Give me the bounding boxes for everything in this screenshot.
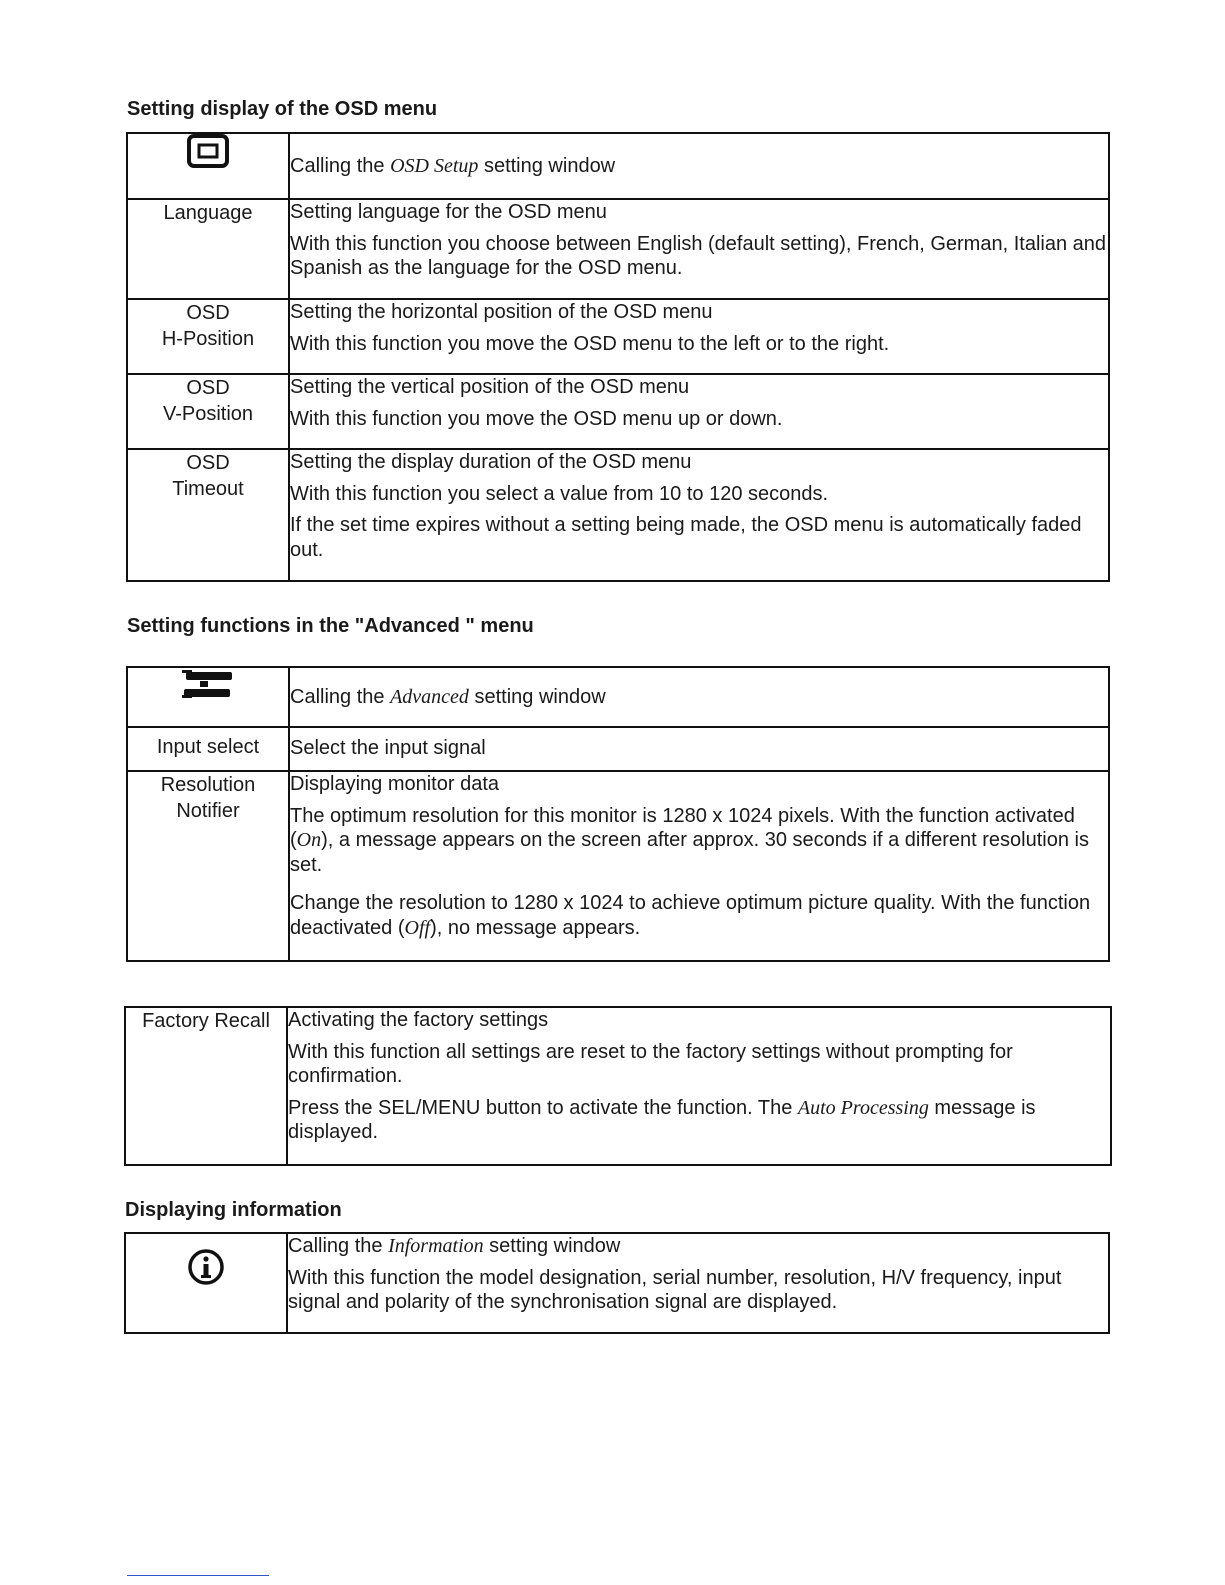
text-run: Press the SEL/MENU button to activate the function. The (288, 1096, 798, 1119)
row-label (127, 199, 289, 299)
section-heading-osd-setup: Setting display of the OSD menu (127, 98, 438, 120)
description-title: Setting the horizontal position of the OSD menu (290, 301, 713, 323)
row-label (127, 727, 289, 771)
description-title: Displaying monitor data (290, 773, 499, 795)
label-line: Timeout (172, 478, 244, 500)
label-line: Notifier (176, 800, 240, 822)
table-row (127, 727, 1109, 771)
text-run: Calling the (288, 1235, 389, 1257)
information-icon (187, 1248, 225, 1286)
label-line: OSD (186, 302, 230, 324)
description-text: With this function you move the OSD menu to the left or to the right. (290, 332, 890, 355)
table-header-row (127, 667, 1109, 727)
text-run: Change the resolution to 1280 x 1024 to achieve optimum picture quality. With the function deactivated ( (290, 892, 1091, 939)
description-text (288, 1096, 1110, 1145)
description-text: With this function the model designation, serial number, resolution, H/V frequency, input signal and polarity of the synchronisation signal are displayed. (288, 1266, 1062, 1313)
label-line: Resolution (160, 774, 256, 796)
header-text-post: setting window (478, 154, 616, 177)
section-heading-advanced: Setting functions in the "Advanced " menu (127, 615, 534, 637)
label-line: OSD (186, 377, 230, 399)
table-header-row (127, 133, 1109, 199)
description-text: If the set time expires without a setting being made, the OSD menu is automatically faded out. (290, 514, 1082, 561)
osd-setup-table (126, 132, 1110, 582)
row-description (287, 1007, 1111, 1165)
description-title: Setting the vertical position of the OSD menu (290, 376, 690, 398)
row-description (289, 727, 1109, 771)
row-description (289, 449, 1109, 581)
label-line: Language (163, 202, 253, 224)
table-row (125, 1233, 1109, 1333)
text-run: setting window (483, 1235, 621, 1257)
row-description (289, 374, 1109, 449)
advanced-settings-icon (180, 668, 236, 702)
label-line: V-Position (162, 403, 254, 425)
text-italic: Auto Processing (797, 1096, 929, 1119)
row-description (287, 1233, 1109, 1333)
text-run: ), no message appears. (430, 916, 641, 939)
table-row (127, 449, 1109, 581)
header-text-post: setting window (468, 685, 606, 708)
header-text-pre: Calling the (290, 685, 391, 708)
description-text: With this function you move the OSD menu up or down. (290, 407, 783, 430)
description-text: With this function all settings are reset to the factory settings without prompting for confirmation. (288, 1040, 1013, 1087)
header-text-italic: Advanced (390, 685, 469, 708)
row-description (289, 771, 1109, 961)
description-text (290, 891, 1108, 940)
text-italic: On (296, 829, 322, 851)
icon-cell (127, 667, 289, 727)
header-description (289, 667, 1109, 727)
table-row (127, 771, 1109, 961)
row-label (127, 771, 289, 961)
label-line: Factory Recall (142, 1010, 270, 1032)
table-row (127, 199, 1109, 299)
icon-cell (127, 133, 289, 199)
row-description (289, 199, 1109, 299)
description-text (290, 804, 1108, 878)
row-label (127, 374, 289, 449)
table-row (125, 1007, 1111, 1165)
table-row (127, 374, 1109, 449)
description-title: Setting the display duration of the OSD menu (290, 451, 692, 473)
header-description (289, 133, 1109, 199)
table-row (127, 299, 1109, 374)
label-line: H-Position (161, 328, 255, 350)
row-label (125, 1007, 287, 1165)
section-heading-information: Displaying information (125, 1199, 342, 1221)
header-text-italic: OSD Setup (390, 154, 479, 177)
icon-cell (125, 1233, 287, 1333)
label-line: Input select (156, 736, 260, 758)
description-title (288, 1234, 1108, 1259)
text-run: The optimum resolution for this monitor is 1280 x 1024 pixels. With the function activated ( (290, 804, 1075, 851)
advanced-table (126, 666, 1110, 962)
row-label (127, 299, 289, 374)
row-label (127, 449, 289, 581)
footer-rule (127, 1575, 269, 1576)
osd-setup-icon (186, 134, 230, 168)
description-title: Select the input signal (290, 737, 486, 759)
factory-recall-table (124, 1006, 1112, 1166)
description-title: Activating the factory settings (288, 1009, 549, 1031)
description-title: Setting language for the OSD menu (290, 201, 607, 223)
description-text: With this function you select a value from 10 to 120 seconds. (290, 482, 829, 505)
text-italic: Off (404, 916, 431, 939)
information-table (124, 1232, 1110, 1334)
text-italic: Information (388, 1235, 484, 1257)
description-text: With this function you choose between English (default setting), French, German, Italian and Spanish as the language for the OSD menu. (290, 232, 1106, 279)
text-run: ), a message appears on the screen after approx. 30 seconds if a different resolution is set. (290, 829, 1089, 876)
label-line: OSD (186, 452, 230, 474)
text-run: message is displayed. (288, 1096, 1036, 1143)
row-description (289, 299, 1109, 374)
header-text-pre: Calling the (290, 154, 391, 177)
